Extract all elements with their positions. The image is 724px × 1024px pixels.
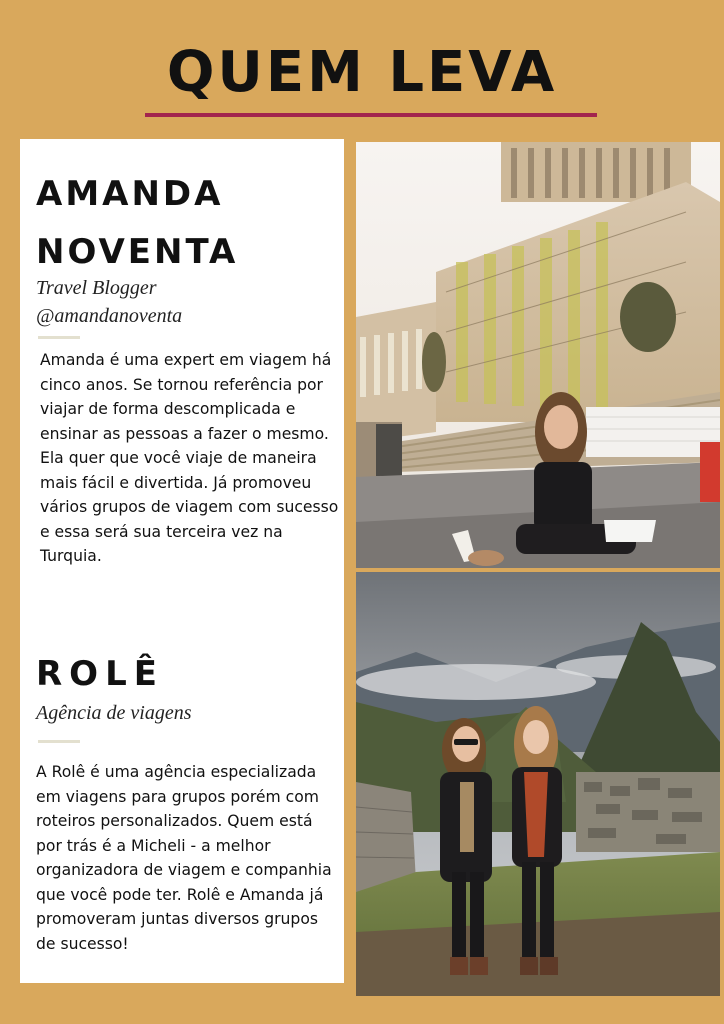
role-agency-name: ROLÊ	[36, 654, 164, 694]
amanda-name-line1: AMANDA	[36, 174, 224, 214]
photo-capitol-building	[356, 142, 720, 568]
title-underline	[145, 113, 597, 117]
amanda-handle: @amandanoventa	[36, 305, 183, 327]
divider	[38, 740, 80, 743]
info-card	[20, 139, 344, 983]
role-agency-bio: A Rolê é uma agência especializada em viagens para grupos porém com roteiros personalizados. Quem está por trás é a Micheli - a melhor organizadora de viagem e companhia que você pode ter. Rolê e Amanda já promoveram juntas diversos grupos de sucesso!	[36, 763, 332, 953]
photo-machu-picchu	[356, 572, 720, 996]
role-agency-subtitle: Agência de viagens	[36, 702, 192, 724]
divider	[38, 336, 80, 339]
page-title: QUEM LEVA	[166, 40, 558, 105]
amanda-role: Travel Blogger	[36, 277, 157, 299]
amanda-bio: Amanda é uma expert em viagem há cinco anos. Se tornou referência por viajar de forma descomplicada e ensinar as pessoas a fazer o mesmo. Ela quer que você viaje de maneira mais fácil e divertida. Já promoveu vários grupos de viagem com sucesso e essa será sua terceira vez na Turquia.	[40, 351, 339, 565]
amanda-name-line2: NOVENTA	[36, 232, 239, 272]
